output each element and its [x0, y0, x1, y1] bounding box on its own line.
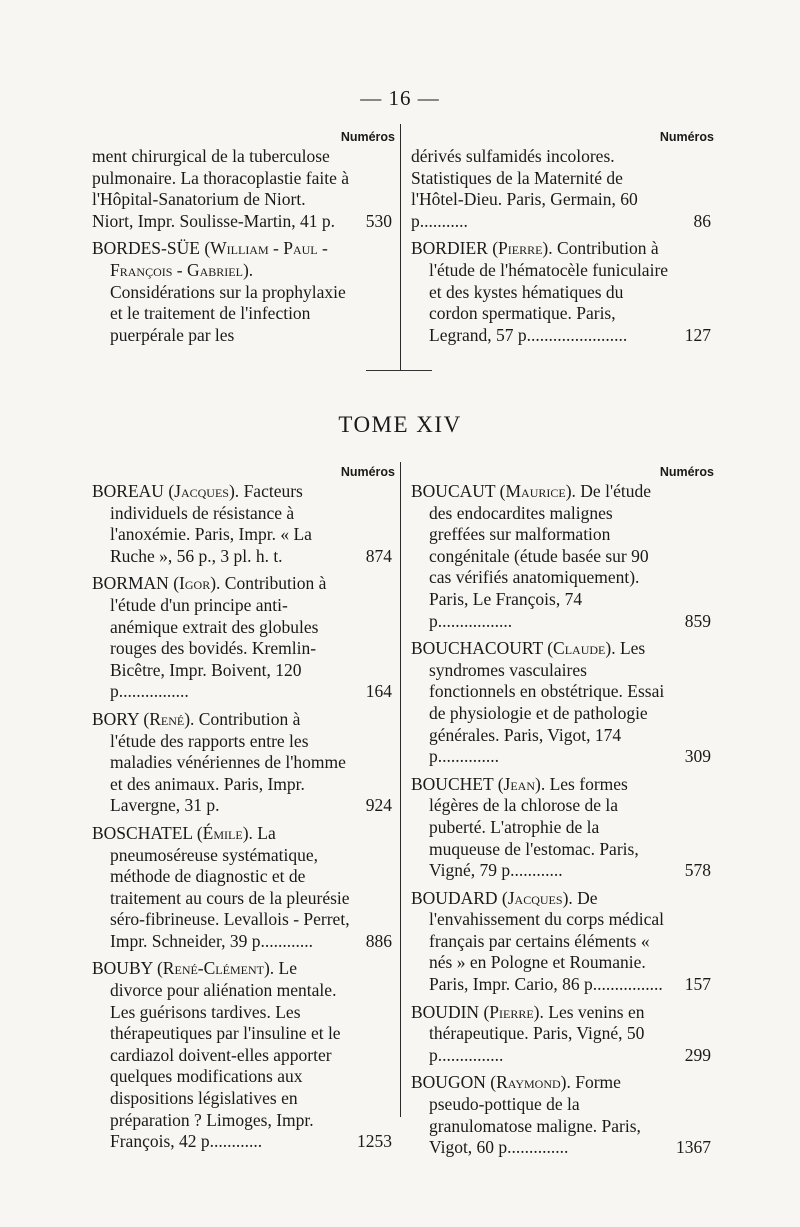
entry-number: 530: [365, 210, 392, 231]
bibliography-entry: [411, 1072, 711, 1158]
entry-number: 1367: [676, 1137, 711, 1158]
author-given-names: (Émile).: [196, 822, 253, 843]
entry-number: 299: [684, 1044, 711, 1065]
author-given-names: (Pierre).: [483, 1001, 544, 1022]
entry-number: 164: [365, 681, 392, 702]
entry-body: [411, 146, 707, 232]
entry-text: De l'étude des endocardites malignes greffées sur malformation congénitale (étude basée sur 90 cas vérifiés anatomiquement). Paris, Le François, 74 p.................: [429, 481, 651, 631]
entry-number: 874: [365, 545, 392, 566]
entry-body: [411, 1072, 707, 1158]
numeros-header: Numéros: [340, 130, 395, 144]
bibliography-entry: [411, 1001, 711, 1067]
author-given-names: (Igor).: [173, 573, 221, 594]
column-divider-bottom: [400, 462, 401, 1117]
author-surname: BOUDIN: [411, 1001, 480, 1022]
author-surname: BORMAN: [92, 573, 169, 594]
author-surname: BOUCHACOURT: [411, 638, 543, 659]
numeros-header: Numéros: [659, 130, 714, 144]
bibliography-entry: [411, 481, 711, 632]
entry-body: [411, 481, 707, 632]
author-surname: BORDIER: [411, 238, 488, 259]
entry-text: De l'envahissement du corps médical français par certains éléments « nés » en Pologne et Roumanie. Paris, Impr. Cario, 86 p................: [429, 887, 664, 995]
entry-text: Contribution à l'étude de l'hématocèle funiculaire et des kystes hématiques du cordon spermatique. Paris, Legrand, 57 p.......................: [429, 238, 669, 345]
entry-number: 924: [365, 795, 392, 816]
entry-body: [411, 238, 707, 346]
author-surname: BOSCHATEL: [92, 822, 193, 843]
bibliography-entry: [92, 146, 392, 232]
author-given-names: (Jacques).: [501, 887, 573, 908]
tome-title: TOME XIV: [338, 412, 462, 437]
entry-number: 309: [684, 746, 711, 767]
author-given-names: (René-Clément).: [156, 958, 275, 979]
bottom-left-column: [92, 465, 395, 1159]
author-surname: BOUBY: [92, 958, 153, 979]
top-right-column: [411, 130, 714, 352]
bibliography-entry: [411, 146, 711, 232]
entry-number: 1253: [357, 1131, 392, 1152]
entry-text: dérivés sulfamidés incolores. Statistiques de la Maternité de l'Hôtel-Dieu. Paris, Germain, 60 p...........: [411, 146, 638, 231]
entry-number: 859: [684, 610, 711, 631]
author-given-names: (William - Paul - François - Gabriel).: [110, 238, 328, 280]
entry-number: 127: [684, 324, 711, 345]
bibliography-entry: [411, 638, 711, 768]
entry-body: [411, 638, 707, 768]
entry-number: 86: [693, 210, 711, 231]
entry-number: 157: [684, 974, 711, 995]
bibliography-entry: [411, 773, 711, 882]
author-given-names: (Maurice).: [499, 481, 576, 501]
author-given-names: (René).: [143, 708, 195, 729]
entry-body: [411, 1002, 707, 1067]
entry-text: Les syndromes vasculaires fonctionnels en obstétrique. Essai de physiologie et de pathologie générales. Paris, Vigot, 174 p..............: [429, 638, 665, 767]
author-surname: BOUDARD: [411, 887, 498, 908]
entry-body: [411, 888, 707, 996]
top-left-column: [92, 130, 395, 352]
author-given-names: (Raymond).: [490, 1072, 571, 1093]
author-given-names: (Jacques).: [168, 481, 240, 501]
bibliography-entry: [92, 573, 392, 703]
entry-body: [92, 709, 388, 817]
section-rule: [366, 370, 432, 371]
bibliography-entry: [92, 822, 392, 953]
author-given-names: (Claude).: [547, 638, 616, 659]
entry-number: 886: [365, 930, 392, 951]
entry-text: Forme pseudo-pottique de la granulomatose maligne. Paris, Vigot, 60 p..............: [429, 1072, 641, 1158]
entry-body: [92, 146, 388, 232]
numeros-header: Numéros: [659, 465, 714, 479]
bibliography-entry: [92, 481, 392, 567]
bottom-right-column: [411, 465, 714, 1165]
bibliography-entry: [92, 708, 392, 817]
author-surname: BOUGON: [411, 1072, 486, 1093]
entry-text: Le divorce pour aliénation mentale. Les guérisons tardives. Les thérapeutiques par l'insuline et le cardiazol doivent-elles apporter quelques modifications aux dispositions législatives en préparation ? Limoges, Impr. François, 42 p............: [110, 958, 341, 1152]
entry-text: ment chirurgical de la tuberculose pulmonaire. La thoracoplastie faite à l'Hôpital-Sanatorium de Niort. Niort, Impr. Soulisse-Martin, 41 p.: [92, 146, 350, 231]
author-surname: BORDES-SÜE: [92, 238, 200, 259]
entry-body: [411, 774, 707, 882]
numeros-header: Numéros: [340, 465, 395, 479]
author-given-names: (Jean).: [497, 773, 546, 794]
bibliography-entry: [411, 238, 711, 346]
entry-text: Les formes légères de la chlorose de la puberté. L'atrophie de la muqueuse de l'estomac. Paris, Vigné, 79 p............: [429, 773, 639, 881]
entry-text: Contribution à l'étude d'un principe anti-anémique extrait des globules rouges des bovidés. Kremlin-Bicêtre, Impr. Boivent, 120 p................: [110, 573, 327, 702]
author-surname: BOUCAUT: [411, 481, 496, 501]
entry-text: La pneumoséreuse systématique, méthode de diagnostic et de traitement au cours de la pleurésie séro-fibrineuse. Levallois - Perret, Impr. Schneider, 39 p............: [110, 822, 350, 951]
entry-body: [92, 238, 388, 346]
page-number: — 16 —: [360, 86, 440, 110]
column-divider-top: [400, 124, 401, 370]
entry-body: [92, 481, 388, 567]
bibliography-entry: [411, 887, 711, 996]
entry-body: [92, 823, 388, 953]
bibliography-entry: [92, 238, 388, 346]
entry-text: Les venins en thérapeutique. Paris, Vigné, 50 p...............: [429, 1001, 645, 1065]
entry-text: Facteurs individuels de résistance à l'anoxémie. Paris, Impr. « La Ruche », 56 p., 3 pl. h. t.: [110, 481, 312, 566]
entry-body: [92, 573, 388, 703]
bibliography-entry: [92, 958, 392, 1152]
author-surname: BOUCHET: [411, 773, 494, 794]
author-surname: BOREAU: [92, 481, 164, 501]
author-given-names: (Pierre).: [492, 238, 553, 259]
entry-text: Contribution à l'étude des rapports entre les maladies vénériennes de l'homme et des animaux. Paris, Impr. Lavergne, 31 p.: [110, 708, 346, 816]
entry-number: 578: [684, 860, 711, 881]
author-surname: BORY: [92, 708, 140, 729]
entry-text: Considérations sur la prophylaxie et le traitement de l'infection puerpérale par les: [110, 281, 346, 345]
entry-body: [92, 958, 388, 1152]
